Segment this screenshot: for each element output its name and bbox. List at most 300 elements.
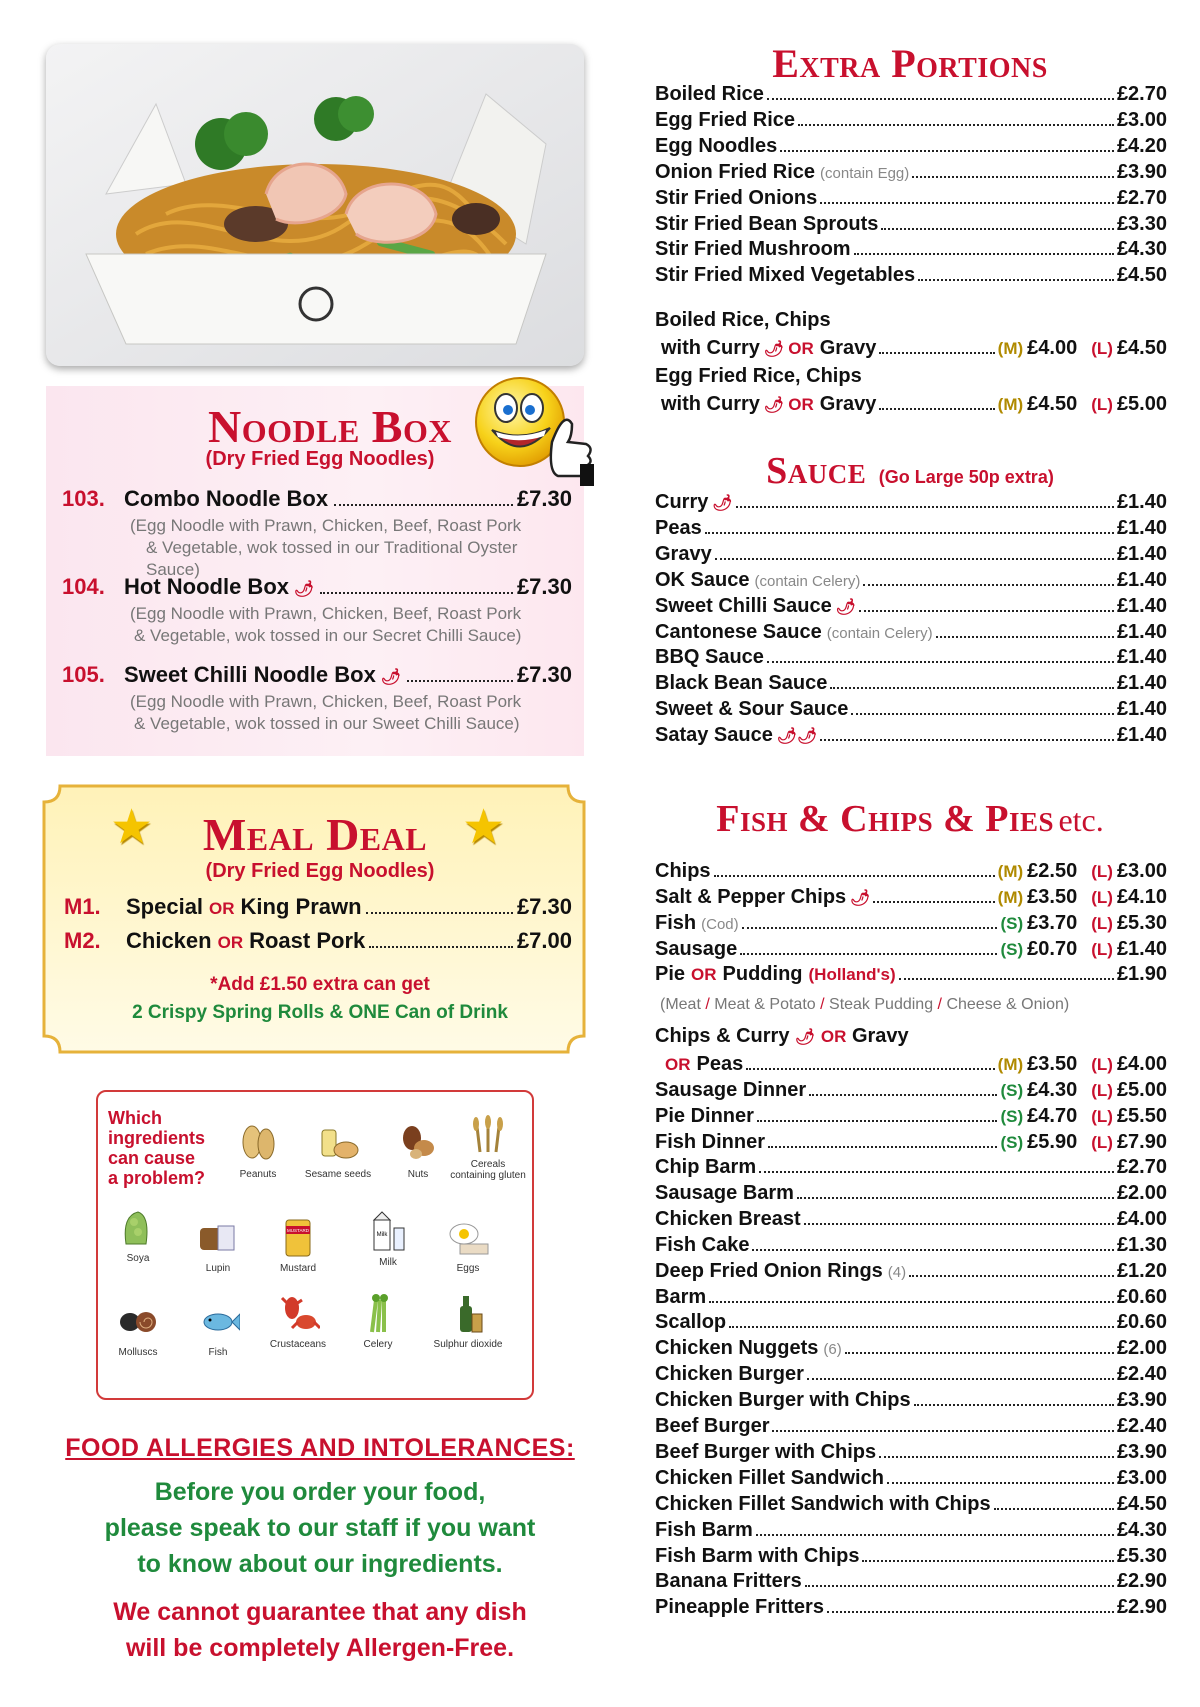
item-price: £2.90 bbox=[1116, 1596, 1167, 1618]
item-name: Sweet & Sour Sauce bbox=[655, 698, 849, 720]
fish-chips-heading bbox=[655, 800, 1165, 839]
allergen-sulphur: Sulphur dioxide bbox=[428, 1292, 508, 1350]
menu-row bbox=[655, 569, 1167, 597]
sauce-subtitle: (Go Large 50p extra) bbox=[878, 467, 1054, 487]
size-label: (M) bbox=[997, 1055, 1024, 1074]
item-desc-line1: (Egg Noodle with Prawn, Chicken, Beef, Roast Pork bbox=[130, 692, 522, 711]
dot-leader bbox=[881, 228, 1114, 230]
noodle-box-subtitle: (Dry Fried Egg Noodles) bbox=[205, 448, 435, 470]
allergen-milk: Milk Milk bbox=[348, 1210, 428, 1268]
dot-leader bbox=[873, 901, 994, 903]
menu-row bbox=[655, 1234, 1167, 1262]
allergen-peanuts: Peanuts bbox=[218, 1122, 298, 1180]
dot-leader bbox=[854, 253, 1114, 255]
item-price: £7.30 bbox=[516, 662, 572, 687]
dot-leader bbox=[879, 408, 994, 410]
dot-leader bbox=[768, 1146, 997, 1148]
item-name: Stir Fried Bean Sprouts bbox=[655, 213, 879, 235]
menu-row bbox=[655, 1519, 1167, 1547]
dot-leader bbox=[756, 1534, 1114, 1536]
price: £4.50 bbox=[1116, 337, 1167, 359]
dot-leader bbox=[805, 1585, 1114, 1587]
price: £0.70 bbox=[1027, 938, 1078, 960]
molluscs-icon bbox=[116, 1300, 160, 1342]
dot-leader bbox=[715, 558, 1114, 560]
dot-leader bbox=[820, 202, 1114, 204]
dot-leader bbox=[797, 1197, 1114, 1199]
dot-leader bbox=[936, 636, 1114, 638]
item-price: £2.90 bbox=[1116, 1570, 1167, 1592]
size-label: (L) bbox=[1091, 1055, 1113, 1074]
item-price: £5.30 bbox=[1116, 1545, 1167, 1567]
item-note: (Cod) bbox=[701, 916, 739, 933]
item-name: Barm bbox=[655, 1286, 707, 1308]
size-label: (S) bbox=[1000, 914, 1024, 933]
dot-leader bbox=[772, 1430, 1113, 1432]
menu-row bbox=[655, 724, 1167, 752]
item-name: Chicken Fillet Sandwich bbox=[655, 1467, 884, 1489]
meal-deal-title: Meal Deal bbox=[202, 809, 428, 860]
item-name: Egg Fried Rice bbox=[655, 109, 796, 131]
menu-row bbox=[655, 1156, 1167, 1184]
extra-portions-title: Extra Portions bbox=[772, 41, 1048, 86]
svg-text:Milk: Milk bbox=[376, 1232, 388, 1238]
sauce-title: Sauce bbox=[766, 450, 867, 492]
item-price: £7.30 bbox=[516, 486, 572, 511]
price: £3.50 bbox=[1027, 1053, 1078, 1075]
or-label: OR bbox=[788, 395, 814, 414]
meal-item-m1 bbox=[64, 896, 572, 919]
menu-row bbox=[655, 1311, 1167, 1339]
menu-row bbox=[655, 595, 1167, 623]
lupin-icon bbox=[196, 1216, 240, 1258]
dot-leader bbox=[862, 1560, 1113, 1562]
chili-icon: 🌶 bbox=[763, 341, 785, 358]
pie-or-pudding-row bbox=[655, 963, 1167, 991]
allergen-nuts: Nuts bbox=[378, 1122, 458, 1180]
noodle-item-104 bbox=[62, 576, 572, 647]
menu-row-sized bbox=[655, 1105, 1167, 1133]
dot-leader bbox=[820, 739, 1113, 741]
size-label: (S) bbox=[1000, 1107, 1024, 1126]
dot-leader bbox=[809, 1094, 997, 1096]
dot-leader bbox=[827, 1611, 1114, 1613]
menu-row bbox=[655, 213, 1167, 241]
item-name: Chicken Breast bbox=[655, 1208, 801, 1230]
item-price: £3.30 bbox=[1116, 213, 1167, 235]
size-label: (M) bbox=[997, 395, 1024, 414]
or-label: OR bbox=[788, 339, 814, 358]
item-name: Peas bbox=[696, 1053, 744, 1075]
item-price: £1.20 bbox=[1116, 1260, 1167, 1282]
item-price: £1.40 bbox=[1116, 491, 1167, 513]
item-price: £2.70 bbox=[1116, 83, 1167, 105]
size-label: (L) bbox=[1091, 940, 1113, 959]
size-label: (L) bbox=[1091, 862, 1113, 881]
item-number: 105. bbox=[62, 662, 105, 687]
menu-row bbox=[655, 1415, 1167, 1443]
item-name: Egg Noodles bbox=[655, 135, 778, 157]
nuts-icon bbox=[396, 1122, 440, 1164]
item-price: £4.00 bbox=[1116, 1208, 1167, 1230]
menu-row-sized bbox=[655, 886, 1167, 914]
item-price: £1.40 bbox=[1116, 595, 1167, 617]
item-name: Boiled Rice bbox=[655, 83, 764, 105]
dot-leader bbox=[909, 1275, 1114, 1277]
size-label: (M) bbox=[997, 862, 1024, 881]
size-label: (L) bbox=[1091, 1107, 1113, 1126]
dot-leader bbox=[767, 661, 1114, 663]
item-name: Fish bbox=[655, 912, 697, 934]
item-name: Deep Fried Onion Rings bbox=[655, 1260, 883, 1282]
item-name: Salt & Pepper Chips bbox=[655, 886, 847, 908]
item-price: £1.40 bbox=[1116, 569, 1167, 591]
item-price: £0.60 bbox=[1116, 1286, 1167, 1308]
dot-leader bbox=[830, 687, 1114, 689]
fish-icon bbox=[196, 1300, 240, 1342]
allergy-warning-disclaimer: We cannot guarantee that any dish will be completely Allergen-Free. bbox=[113, 1598, 527, 1662]
item-name: Stir Fried Mixed Vegetables bbox=[655, 264, 916, 286]
item-name: Scallop bbox=[655, 1311, 727, 1333]
price: £7.90 bbox=[1116, 1131, 1167, 1153]
price: £5.00 bbox=[1116, 1079, 1167, 1101]
allergen-mustard: MUSTARD Mustard bbox=[258, 1216, 338, 1274]
item-price: £2.40 bbox=[1116, 1363, 1167, 1385]
chili-icon: 🌶 bbox=[294, 581, 315, 598]
item-name-b: Roast Pork bbox=[249, 928, 366, 953]
combo-gravy-label: Gravy bbox=[819, 393, 877, 415]
dot-leader bbox=[740, 953, 997, 955]
menu-row bbox=[655, 1570, 1167, 1598]
menu-row bbox=[655, 1596, 1167, 1624]
item-price: £4.50 bbox=[1116, 264, 1167, 286]
allergen-fish: Fish bbox=[178, 1300, 258, 1358]
dot-leader bbox=[757, 1120, 998, 1122]
item-price: £2.70 bbox=[1116, 187, 1167, 209]
item-desc-line2: & Vegetable, wok tossed in our Traditional Oyster Sauce) bbox=[146, 538, 518, 579]
meal-deal-note-1: *Add £1.50 extra can get bbox=[210, 974, 430, 995]
dot-leader bbox=[804, 1223, 1114, 1225]
price: £1.40 bbox=[1116, 938, 1167, 960]
item-price: £2.70 bbox=[1116, 1156, 1167, 1178]
noodle-box-title: Noodle Box bbox=[208, 401, 452, 452]
dot-leader bbox=[767, 98, 1114, 100]
item-name: Peas bbox=[655, 517, 702, 539]
or-label: OR bbox=[209, 899, 235, 918]
dot-leader bbox=[752, 1249, 1113, 1251]
item-name: Curry bbox=[655, 491, 709, 513]
milk-icon bbox=[366, 1210, 410, 1252]
item-price: £3.90 bbox=[1116, 1389, 1167, 1411]
item-desc-line2: & Vegetable, wok tossed in our Sweet Chilli Sauce) bbox=[134, 714, 520, 733]
menu-row-sized bbox=[655, 1079, 1167, 1107]
dot-leader bbox=[369, 946, 513, 948]
item-name: Fish Dinner bbox=[655, 1131, 766, 1153]
allergy-warning-advice: Before you order your food, please speak to our staff if you want to know about our ingredients. bbox=[104, 1478, 536, 1578]
combo-1-line-1: Boiled Rice, Chips bbox=[655, 309, 831, 331]
item-number: 103. bbox=[62, 486, 105, 511]
fish-chips-title: Fish & Chips & Pies bbox=[716, 798, 1054, 840]
item-name: Chips bbox=[655, 860, 711, 882]
item-price: £4.50 bbox=[1116, 1493, 1167, 1515]
menu-row bbox=[655, 543, 1167, 571]
item-note: (contain Egg) bbox=[820, 165, 910, 182]
combo-1-line-2 bbox=[655, 337, 1167, 365]
dot-leader bbox=[918, 279, 1114, 281]
dot-leader bbox=[851, 713, 1114, 715]
chili-icon: 🌶 bbox=[795, 1029, 816, 1046]
item-price: £1.40 bbox=[1116, 621, 1167, 643]
menu-row bbox=[655, 1208, 1167, 1236]
menu-row bbox=[655, 672, 1167, 700]
item-price: £2.40 bbox=[1116, 1415, 1167, 1437]
item-number: 104. bbox=[62, 574, 105, 599]
item-note: (contain Celery) bbox=[754, 573, 861, 590]
item-price: £7.30 bbox=[516, 894, 572, 919]
item-name: Chicken Burger with Chips bbox=[655, 1389, 911, 1411]
item-name: Cantonese Sauce bbox=[655, 621, 822, 643]
item-price: £2.00 bbox=[1116, 1182, 1167, 1204]
item-name: Fish Barm with Chips bbox=[655, 1545, 860, 1567]
item-name-2: Pudding bbox=[722, 963, 803, 985]
menu-row-sized bbox=[655, 860, 1167, 888]
item-number: M1. bbox=[64, 894, 101, 919]
item-desc-line1: (Egg Noodle with Prawn, Chicken, Beef, Roast Pork bbox=[130, 516, 522, 535]
item-name: Gravy bbox=[655, 543, 712, 565]
chili-icon: 🌶 bbox=[712, 495, 733, 512]
noodle-item-103 bbox=[62, 488, 572, 581]
menu-row-sized bbox=[655, 1053, 1167, 1081]
item-price: £0.60 bbox=[1116, 1311, 1167, 1333]
item-price: £1.40 bbox=[1116, 698, 1167, 720]
dot-leader bbox=[736, 506, 1114, 508]
menu-row bbox=[655, 698, 1167, 726]
combo-2-line-2 bbox=[655, 393, 1167, 421]
celery-icon bbox=[356, 1292, 400, 1334]
menu-row bbox=[655, 1545, 1167, 1573]
menu-row bbox=[655, 646, 1167, 674]
or-label: OR bbox=[665, 1055, 691, 1074]
item-price: £1.40 bbox=[1116, 672, 1167, 694]
dot-leader bbox=[366, 912, 513, 914]
item-name: OK Sauce bbox=[655, 569, 750, 591]
price: £5.00 bbox=[1116, 393, 1167, 415]
item-name: Pineapple Fritters bbox=[655, 1596, 824, 1618]
allergen-heading: Which ingredients can cause a problem? bbox=[108, 1108, 206, 1188]
combo-with-label: with Curry bbox=[661, 393, 760, 415]
price: £3.50 bbox=[1027, 886, 1078, 908]
item-name: Fish Cake bbox=[655, 1234, 750, 1256]
price: £3.00 bbox=[1116, 860, 1167, 882]
menu-row-sized bbox=[655, 938, 1167, 966]
meal-item-m2 bbox=[64, 930, 572, 953]
item-name: Stir Fried Onions bbox=[655, 187, 818, 209]
item-name: BBQ Sauce bbox=[655, 646, 764, 668]
chips-curry-row: Chips & Curry 🌶 OR Gravy bbox=[655, 1025, 909, 1047]
item-note: (6) bbox=[823, 1341, 842, 1358]
menu-row bbox=[655, 1182, 1167, 1210]
price: £4.70 bbox=[1027, 1105, 1078, 1127]
item-name: Sausage Barm bbox=[655, 1182, 794, 1204]
menu-row bbox=[655, 517, 1167, 545]
allergen-crustaceans: Crustaceans bbox=[258, 1292, 338, 1350]
menu-row bbox=[655, 238, 1167, 266]
item-name: Stir Fried Mushroom bbox=[655, 238, 851, 260]
menu-row bbox=[655, 1260, 1167, 1288]
item-desc-line1: (Egg Noodle with Prawn, Chicken, Beef, Roast Pork bbox=[130, 604, 522, 623]
item-price: £3.00 bbox=[1116, 109, 1167, 131]
allergen-sesame: Sesame seeds bbox=[298, 1122, 378, 1180]
dot-leader bbox=[863, 584, 1114, 586]
dot-leader bbox=[994, 1508, 1114, 1510]
pie-types-note: (Meat / Meat & Potato / Steak Pudding / Cheese & Onion) bbox=[660, 996, 1070, 1013]
star-icon: ★ bbox=[462, 801, 506, 854]
dot-leader bbox=[334, 504, 513, 506]
dot-leader bbox=[746, 1068, 994, 1070]
dot-leader bbox=[879, 352, 994, 354]
menu-row bbox=[655, 1467, 1167, 1495]
item-name: Satay Sauce bbox=[655, 724, 773, 746]
item-name: Black Bean Sauce bbox=[655, 672, 828, 694]
item-price: £1.40 bbox=[1116, 543, 1167, 565]
price: £5.90 bbox=[1027, 1131, 1078, 1153]
item-name-a: Chicken bbox=[126, 928, 212, 953]
item-name: Fish Barm bbox=[655, 1519, 753, 1541]
menu-row bbox=[655, 161, 1167, 189]
chili-icon: 🌶🌶 bbox=[776, 728, 818, 745]
menu-row bbox=[655, 1389, 1167, 1417]
allergen-lupin: Lupin bbox=[178, 1216, 258, 1274]
item-price: £4.20 bbox=[1116, 135, 1167, 157]
item-price: £1.30 bbox=[1116, 1234, 1167, 1256]
cereals-icon bbox=[466, 1112, 510, 1154]
allergen-soya: Soya bbox=[98, 1206, 178, 1264]
size-label: (L) bbox=[1091, 1081, 1113, 1100]
menu-row bbox=[655, 1286, 1167, 1314]
item-name: Combo Noodle Box bbox=[124, 486, 329, 511]
noodle-box-photo bbox=[46, 44, 584, 366]
size-label: (L) bbox=[1091, 395, 1113, 414]
size-label: (L) bbox=[1091, 888, 1113, 907]
allergen-molluscs: Molluscs bbox=[98, 1300, 178, 1358]
meal-deal-note-2: 2 Crispy Spring Rolls & ONE Can of Drink bbox=[132, 1002, 508, 1023]
size-label: (M) bbox=[997, 339, 1024, 358]
dot-leader bbox=[899, 978, 1114, 980]
item-note: (4) bbox=[887, 1264, 907, 1281]
menu-row bbox=[655, 1363, 1167, 1391]
size-label: (L) bbox=[1091, 914, 1113, 933]
item-price: £7.30 bbox=[516, 574, 572, 599]
sulphur-icon bbox=[446, 1292, 490, 1334]
menu-row bbox=[655, 621, 1167, 649]
dot-leader bbox=[729, 1326, 1114, 1328]
item-name: Onion Fried Rice bbox=[655, 161, 816, 183]
dot-leader bbox=[709, 1301, 1114, 1303]
soya-icon bbox=[116, 1206, 160, 1248]
item-name: Pie bbox=[655, 963, 686, 985]
item-name: Sweet Chilli Noodle Box bbox=[124, 662, 376, 687]
price: £2.50 bbox=[1027, 860, 1078, 882]
dot-leader bbox=[859, 610, 1114, 612]
item-name: Hot Noodle Box bbox=[124, 574, 289, 599]
item-name: Banana Fritters bbox=[655, 1570, 802, 1592]
dot-leader bbox=[759, 1171, 1114, 1173]
item-number: M2. bbox=[64, 928, 101, 953]
item-price: £3.00 bbox=[1116, 1467, 1167, 1489]
chili-icon: 🌶 bbox=[835, 599, 857, 616]
allergen-cereals: Cereals containing gluten bbox=[448, 1112, 528, 1181]
dot-leader bbox=[798, 124, 1114, 126]
size-label: (S) bbox=[1000, 940, 1024, 959]
price: £4.10 bbox=[1116, 886, 1167, 908]
menu-row bbox=[655, 135, 1167, 163]
dot-leader bbox=[320, 592, 513, 594]
item-note: (contain Celery) bbox=[826, 625, 933, 642]
item-price: £4.30 bbox=[1116, 1519, 1167, 1541]
item-name: Chicken Burger bbox=[655, 1363, 804, 1385]
item-price: £4.30 bbox=[1116, 238, 1167, 260]
menu-row-sized bbox=[655, 1131, 1167, 1159]
chili-icon: 🌶 bbox=[850, 890, 871, 907]
item-name: Sweet Chilli Sauce bbox=[655, 595, 832, 617]
item-price: £3.90 bbox=[1116, 1441, 1167, 1463]
dot-leader bbox=[407, 680, 513, 682]
price: £4.00 bbox=[1027, 337, 1078, 359]
item-price: £1.40 bbox=[1116, 646, 1167, 668]
size-label: (L) bbox=[1091, 1133, 1113, 1152]
dot-leader bbox=[879, 1456, 1114, 1458]
svg-text:MUSTARD: MUSTARD bbox=[287, 1228, 309, 1233]
price: £3.70 bbox=[1027, 912, 1078, 934]
combo-with-label: with Curry bbox=[661, 337, 760, 359]
menu-row bbox=[655, 1493, 1167, 1521]
menu-row bbox=[655, 1441, 1167, 1469]
eggs-icon bbox=[446, 1216, 490, 1258]
star-icon: ★ bbox=[110, 801, 154, 854]
allergen-celery: Celery bbox=[338, 1292, 418, 1350]
chili-icon: 🌶 bbox=[380, 669, 402, 686]
item-name-b: King Prawn bbox=[240, 894, 362, 919]
allergen-chart bbox=[96, 1090, 534, 1400]
item-name-a: Special bbox=[126, 894, 204, 919]
noodle-item-105 bbox=[62, 664, 572, 735]
sauce-heading bbox=[655, 452, 1165, 490]
menu-row bbox=[655, 491, 1167, 519]
menu-row bbox=[655, 83, 1167, 111]
menu-row-sized bbox=[655, 912, 1167, 940]
item-name: Pie Dinner bbox=[655, 1105, 754, 1127]
dot-leader bbox=[714, 875, 995, 877]
price: £4.50 bbox=[1027, 393, 1078, 415]
dot-leader bbox=[845, 1352, 1114, 1354]
size-label: (S) bbox=[1000, 1081, 1024, 1100]
peanuts-icon bbox=[236, 1122, 280, 1164]
price: £4.00 bbox=[1116, 1053, 1167, 1075]
menu-row bbox=[655, 109, 1167, 137]
combo-2-line-1: Egg Fried Rice, Chips bbox=[655, 365, 862, 387]
item-desc-line2: & Vegetable, wok tossed in our Secret Chilli Sauce) bbox=[134, 626, 522, 645]
item-name: Sausage bbox=[655, 938, 738, 960]
item-name: Beef Burger with Chips bbox=[655, 1441, 877, 1463]
size-label: (L) bbox=[1091, 339, 1113, 358]
or-label: OR bbox=[691, 965, 717, 984]
crustaceans-icon bbox=[276, 1292, 320, 1334]
mustard-icon bbox=[276, 1216, 320, 1258]
item-name: Chicken Fillet Sandwich with Chips bbox=[655, 1493, 991, 1515]
item-price: £1.90 bbox=[1116, 963, 1167, 985]
menu-row bbox=[655, 264, 1167, 292]
combo-gravy-label: Gravy bbox=[819, 337, 877, 359]
